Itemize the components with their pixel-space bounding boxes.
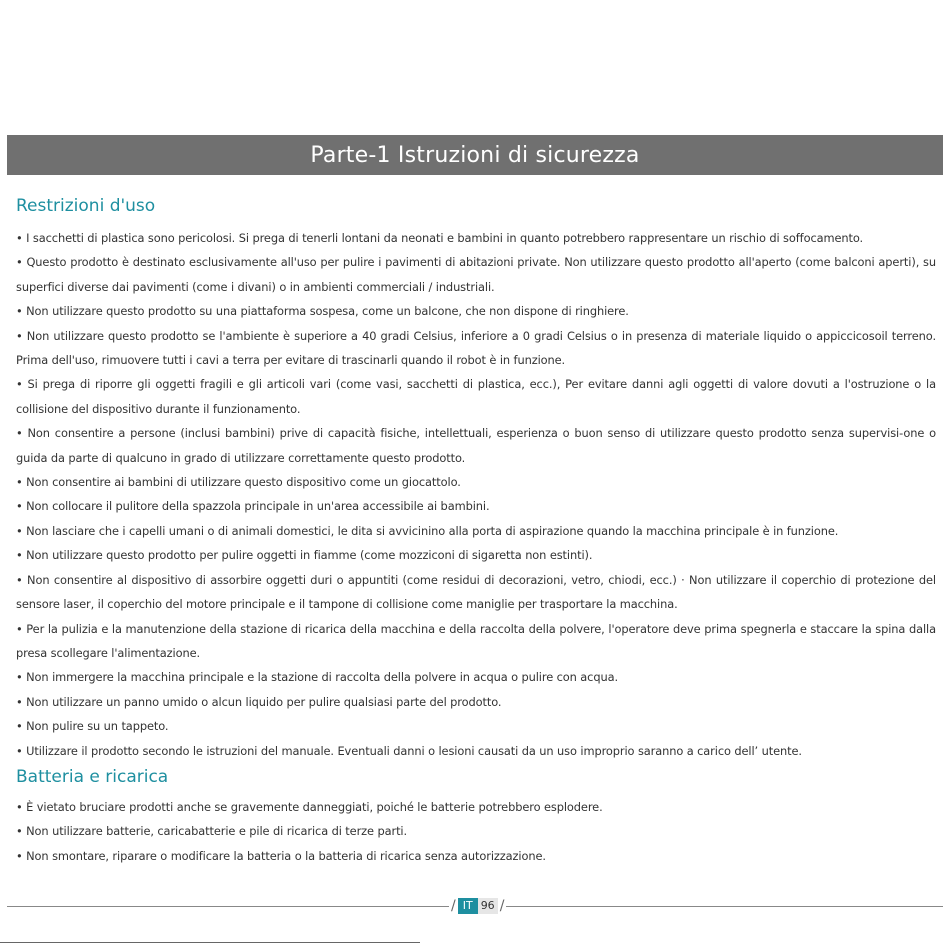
- footer-divider-left: [7, 906, 449, 907]
- list-item: • Non collocare il pulitore della spazzola principale in un'area accessibile ai bambini.: [16, 499, 490, 514]
- section-title-bar: [7, 135, 943, 175]
- footer-divider-right: [506, 906, 943, 907]
- list-item: • Non utilizzare un panno umido o alcun liquido per pulire qualsiasi parte del prodotto.: [16, 694, 502, 709]
- list-item: • Non consentire a persone (inclusi bambini) prive di capacità fisiche, intellettuali, esperienza o buon senso di utilizzare questo prodotto senza supervisi-one o guida da parte di qualcuno in grado di utilizzare correttamente questo prodotto.: [16, 426, 936, 465]
- list-item: • È vietato bruciare prodotti anche se gravemente danneggiati, poiché le batterie potrebbero esplodere.: [16, 800, 603, 814]
- list-item: • Utilizzare il prodotto secondo le istruzioni del manuale. Eventuali danni o lesioni causati da un uso improprio saranno a carico dell’ utente.: [16, 743, 802, 758]
- list-item: • Non immergere la macchina principale e la stazione di raccolta della polvere in acqua o pulire con acqua.: [16, 670, 618, 685]
- list-item: • Non utilizzare questo prodotto su una piattaforma sospesa, come un balcone, che non dispone di ringhiere.: [16, 304, 629, 319]
- section-heading-usage-restrictions: Restrizioni d'uso: [16, 196, 156, 216]
- list-item: • Non lasciare che i capelli umani o di animali domestici, le dita si avvicinino alla porta di aspirazione quando la macchina principale è in funzione.: [16, 523, 839, 538]
- list-item: • Non utilizzare questo prodotto se l'ambiente è superiore a 40 gradi Celsius, inferiore a 0 gradi Celsius o in presenza di materiale liquido o appiccicosoil terreno. Prima dell'uso, rimuovere tutti i cavi a terra per evitare di trascinarli quando il robot è in funzione.: [16, 328, 936, 368]
- slash-glyph: /: [451, 898, 456, 914]
- section-heading-battery-charging: Batteria e ricarica: [16, 767, 169, 787]
- list-item: • Per la pulizia e la manutenzione della stazione di ricarica della macchina e della raccolta della polvere, l'operatore deve prima spegnerla e staccare la spina dalla presa scollegare l'alimentazione.: [16, 621, 936, 660]
- list-item: • Non utilizzare batterie, caricabatterie e pile di ricarica di terze parti.: [16, 824, 408, 839]
- page-title: Parte-1 Istruzioni di sicurezza: [310, 142, 640, 168]
- battery-charging-list: [16, 795, 936, 868]
- list-item: • Si prega di riporre gli oggetti fragili e gli articoli vari (come vasi, sacchetti di plastica, ecc.), Per evitare danni agli oggetti di valore dovuti a l'ostruzione o la collisione del dispositivo durante il funzionamento.: [16, 377, 936, 416]
- page-marker: [449, 897, 506, 915]
- list-item: • I sacchetti di plastica sono pericolosi. Si prega di tenerli lontani da neonati e bambini in quanto potrebbero rappresentare un rischio di soffocamento.: [16, 231, 864, 245]
- list-item: • Non utilizzare questo prodotto per pulire oggetti in fiamme (come mozziconi di sigaretta non estinti).: [16, 548, 593, 563]
- list-item: • Questo prodotto è destinato esclusivamente all'uso per pulire i pavimenti di abitazioni private. Non utilizzare questo prodotto all'aperto (come balconi aperti), su superfici diverse dai pavimenti (come i divani) o in ambienti commerciali / industriali.: [16, 255, 936, 294]
- list-item: • Non consentire ai bambini di utilizzare questo dispositivo come un giocattolo.: [16, 475, 461, 490]
- bottom-rule: [0, 942, 420, 943]
- list-item: • Non pulire su un tappeto.: [16, 719, 169, 734]
- list-item: • Non consentire al dispositivo di assorbire oggetti duri o appuntiti (come residui di decorazioni, vetro, chiodi, ecc.) · Non utilizzare il coperchio di protezione del sensore laser, il coperchio del motore principale e il tampone di collisione come maniglie per trasportare la macchina.: [16, 572, 936, 612]
- page-number: 96: [478, 898, 498, 914]
- slash-glyph: /: [499, 898, 505, 914]
- language-badge: IT: [458, 898, 478, 914]
- list-item: • Non smontare, riparare o modificare la batteria o la batteria di ricarica senza autorizzazione.: [16, 848, 546, 863]
- usage-restrictions-list: [16, 226, 936, 763]
